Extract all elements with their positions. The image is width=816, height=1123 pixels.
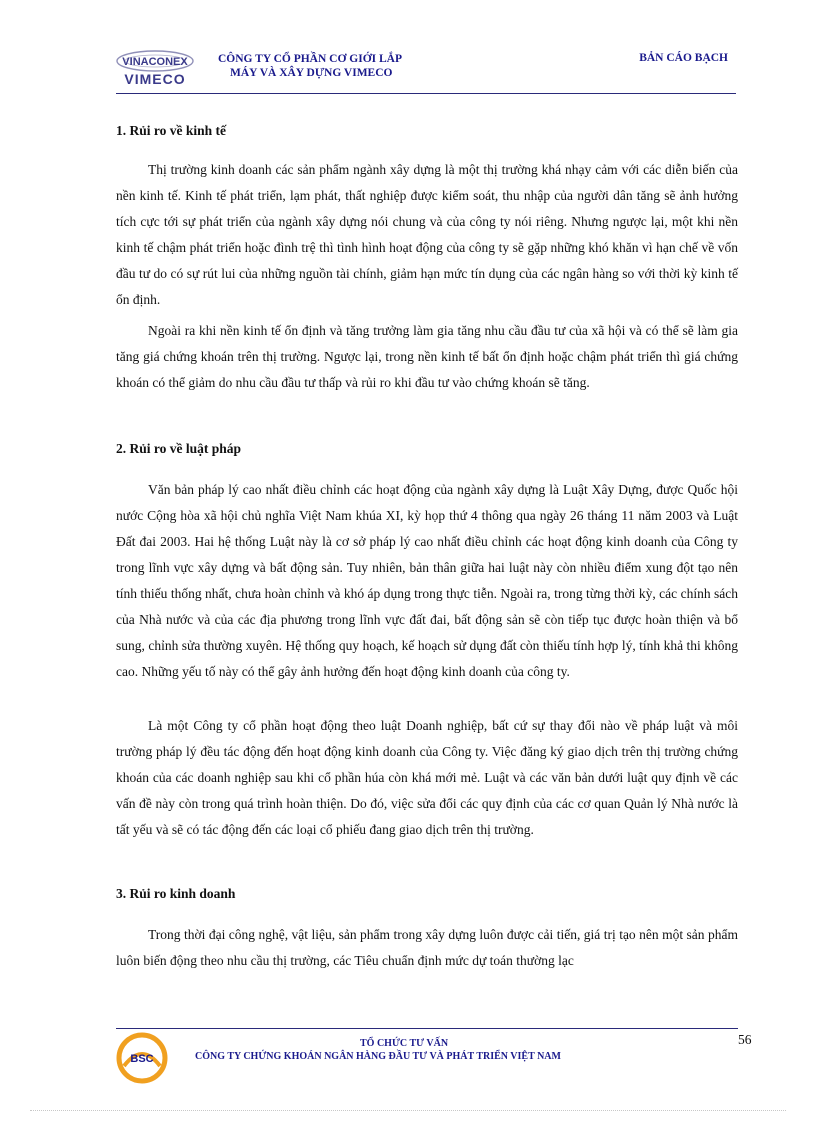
company-line-2: MÁY VÀ XÂY DỰNG VIMECO	[230, 67, 393, 79]
section-2-paragraph-2: Là một Công ty cổ phần hoạt động theo luật Doanh nghiệp, bất cứ sự thay đổi nào về pháp luật và môi trường pháp lý đều tác động đến hoạt động kinh doanh của Công ty. Việc đăng ký giao dịch trên thị trường chứng khoán của các doanh nghiệp sau khi cổ phần húa còn khá mới mẻ. Luật và các văn bản dưới luật quy định về các vấn đề này còn trong quá trình hoàn thiện. Do đó, việc sửa đổi các quy định của các cơ quan Quản lý Nhà nước là tất yếu và sẽ có tác động đến các loại cổ phiếu đang giao dịch trên thị trường.	[116, 718, 738, 837]
bsc-logo	[116, 1032, 168, 1084]
section-3-paragraph-1: Trong thời đại công nghệ, vật liệu, sản phẩm trong xây dựng luôn được cải tiến, giá trị tạo nên một sản phẩm luôn biến động theo nhu cầu thị trường, các Tiêu chuẩn định mức dự toán thường lạc	[116, 927, 738, 968]
header-company-name	[218, 52, 478, 80]
section-1-heading: 1. Rủi ro về kinh tế	[116, 123, 227, 138]
page-bottom-border	[30, 1110, 786, 1111]
vinaconex-vimeco-logo	[114, 48, 196, 88]
logo-bottom-text: VIMECO	[124, 71, 186, 87]
section-1-paragraph-2: Ngoài ra khi nền kinh tế ổn định và tăng trưởng làm gia tăng nhu cầu đầu tư của xã hội và có thể sẽ làm gia tăng giá chứng khoán trên thị trường. Ngược lại, trong nền kinh tế bất ổn định hoặc chậm phát triển thì giá chứng khoán có thể giảm do nhu cầu đầu tư thấp và rủi ro khi đầu tư vào chứng khoán sẽ tăng.	[116, 323, 738, 390]
footer-rule	[116, 1028, 738, 1029]
page-number: 56	[738, 1032, 752, 1047]
company-line-1: CÔNG TY CỔ PHẦN CƠ GIỚI LẮP	[218, 53, 403, 65]
bsc-logo-text: BSC	[130, 1053, 154, 1065]
logo-top-text: VINACONEX	[122, 56, 188, 68]
section-2-paragraph-1: Văn bản pháp lý cao nhất điều chỉnh các hoạt động của ngành xây dựng là Luật Xây Dựng, được Quốc hội nước Cộng hòa xã hội chủ nghĩa Việt Nam khúa XI, kỳ họp thứ 4 thông qua ngày 26 tháng 11 năm 2003 và Luật Đất đai 2003. Hai hệ thống Luật này là cơ sở pháp lý cao nhất điều chỉnh các hoạt động kinh doanh của Công ty trong lĩnh vực xây dựng và bất động sản. Tuy nhiên, bản thân giữa hai luật này còn nhiều điểm xung đột tạo nên tính thiếu thống nhất, chưa hoàn chỉnh và khó áp dụng trong thực tiễn. Ngoài ra, trong từng thời kỳ, các chính sách của Nhà nước và của các địa phương trong lĩnh vực đất đai, bất động sản sẽ còn tiếp tục được hoàn thiện và bổ sung, chỉnh sửa thường xuyên. Hệ thống quy hoạch, kế hoạch sử dụng đất còn thiếu tính hợp lý, tính khả thi không cao. Những yếu tố này có thể gây ảnh hưởng đến hoạt động kinh doanh của công ty.	[116, 482, 738, 679]
header-doc-title: BẢN CÁO BẠCH	[639, 52, 728, 64]
section-3-heading: 3. Rủi ro kinh doanh	[116, 886, 236, 901]
section-1-paragraph-1: Thị trường kinh doanh các sản phẩm ngành xây dựng là một thị trường khá nhạy cảm với các diễn biến của nền kinh tế. Kinh tế phát triển, lạm phát, thất nghiệp được kiểm soát, thu nhập của người dân tăng sẽ ảnh hưởng tích cực tới sự phát triển của ngành xây dựng nói chung và của công ty nói riêng. Nhưng ngược lại, một khi nền kinh tế chậm phát triển hoặc đình trệ thì tình hình hoạt động của công ty sẽ gặp những khó khăn vì hạn chế về vốn đầu tư do có sự rút lui của những nguồn tài chính, giảm hạn mức tín dụng của các ngân hàng so với thời kỳ kinh tế ổn định.	[116, 162, 738, 307]
header-rule	[116, 93, 736, 94]
footer-advisor-name: CÔNG TY CHỨNG KHOÁN NGÂN HÀNG ĐẦU TƯ VÀ PHÁT TRIỂN VIỆT NAM	[195, 1051, 561, 1062]
section-2-heading: 2. Rủi ro về luật pháp	[116, 441, 242, 456]
footer-advisor-label: TỔ CHỨC TƯ VẤN	[360, 1038, 449, 1049]
